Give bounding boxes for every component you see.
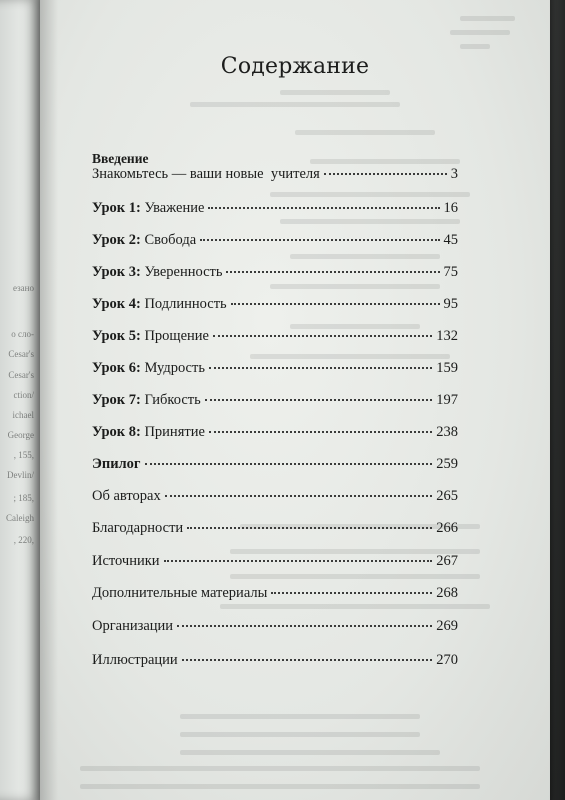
toc-entry-label: Знакомьтесь — ваши новые учителя bbox=[92, 166, 320, 182]
toc-entry bbox=[92, 328, 458, 348]
left-fragment: ction/ bbox=[13, 390, 34, 400]
toc-entry-page-number: 159 bbox=[436, 360, 458, 376]
toc-entry-lesson-number: Урок 6: bbox=[92, 360, 141, 376]
left-fragment: о сло- bbox=[11, 329, 34, 339]
toc-entry-page-number: 132 bbox=[436, 328, 458, 344]
toc-entry-lesson-number: Урок 7: bbox=[92, 392, 141, 408]
toc-entry-page-number: 265 bbox=[436, 488, 458, 504]
toc-dot-leader bbox=[200, 239, 439, 241]
toc-entry-page-number: 259 bbox=[436, 456, 458, 472]
toc-dot-leader bbox=[209, 431, 432, 433]
toc-entry-title bbox=[92, 652, 178, 669]
toc-entry-title bbox=[92, 520, 183, 537]
toc-entry bbox=[92, 296, 458, 316]
toc-entry bbox=[92, 585, 458, 605]
toc-entry bbox=[92, 520, 458, 540]
toc-entry-title bbox=[92, 392, 201, 409]
left-fragment: ichael bbox=[12, 410, 34, 420]
toc-entry-label: Гибкость bbox=[140, 392, 201, 408]
toc-entry-title bbox=[92, 232, 196, 249]
toc-entry-page-number: 270 bbox=[436, 652, 458, 668]
left-fragment: езано bbox=[13, 283, 34, 293]
toc-entry-page-number: 238 bbox=[436, 424, 458, 440]
left-fragment: , 220, bbox=[13, 535, 34, 545]
toc-dot-leader bbox=[205, 399, 433, 401]
toc-entry-lesson-number: Урок 3: bbox=[92, 264, 141, 280]
left-page-text-fragments bbox=[0, 0, 40, 800]
toc-entry-title bbox=[92, 553, 160, 570]
toc-entry-title bbox=[92, 264, 222, 281]
toc-entry-lesson-number: Урок 5: bbox=[92, 328, 141, 344]
toc-entry-lesson-number: Урок 1: bbox=[92, 200, 141, 216]
toc-entry-label: Уверенность bbox=[140, 264, 223, 280]
toc-entry-page-number: 95 bbox=[443, 296, 458, 312]
toc-entry bbox=[92, 264, 458, 284]
toc-entry bbox=[92, 166, 458, 186]
toc-entry-page-number: 16 bbox=[443, 200, 458, 216]
toc-entry-title bbox=[92, 166, 320, 183]
toc-dot-leader bbox=[213, 335, 432, 337]
toc-entry-label: Благодарности bbox=[92, 520, 184, 536]
toc-dot-leader bbox=[209, 367, 432, 369]
toc-dot-leader bbox=[226, 271, 439, 273]
toc-dot-leader bbox=[208, 207, 439, 209]
toc-entry bbox=[92, 200, 458, 220]
toc-dot-leader bbox=[182, 659, 433, 661]
toc-entry-title bbox=[92, 585, 267, 602]
toc-dot-leader bbox=[271, 592, 432, 594]
toc-entry-page-number: 266 bbox=[436, 520, 458, 536]
toc-entry bbox=[92, 456, 458, 476]
toc-entry bbox=[92, 553, 458, 573]
toc-dot-leader bbox=[165, 495, 433, 497]
toc-entry-title bbox=[92, 360, 205, 377]
page-gutter-shadow bbox=[40, 0, 58, 800]
toc-entry bbox=[92, 618, 458, 638]
toc-entry-label: Источники bbox=[92, 553, 160, 569]
toc-entry bbox=[92, 392, 458, 412]
toc-entry-title bbox=[92, 456, 141, 473]
toc-entry-page-number: 268 bbox=[436, 585, 458, 601]
toc-entry-label: Мудрость bbox=[140, 360, 205, 376]
right-edge-shadow bbox=[549, 0, 565, 800]
left-fragment: , 155, bbox=[13, 450, 34, 460]
toc-entry bbox=[92, 232, 458, 252]
toc-entry-lesson-number: Эпилог bbox=[92, 456, 141, 472]
toc-entry-title bbox=[92, 200, 204, 217]
toc-entry-page-number: 269 bbox=[436, 618, 458, 634]
toc-entry-page-number: 75 bbox=[443, 264, 458, 280]
toc-entry-lesson-number: Урок 4: bbox=[92, 296, 141, 312]
toc-entry bbox=[92, 360, 458, 380]
toc-dot-leader bbox=[324, 173, 447, 175]
toc-entry-label: Подлинность bbox=[140, 296, 227, 312]
left-fragment: Caleigh bbox=[6, 513, 34, 523]
left-fragment: Cesar's bbox=[8, 349, 34, 359]
toc-dot-leader bbox=[187, 527, 432, 529]
left-page bbox=[0, 0, 40, 800]
toc-entry-title bbox=[92, 328, 209, 345]
left-fragment: George bbox=[7, 430, 34, 440]
toc-entry-title bbox=[92, 296, 227, 313]
page-title: Содержание bbox=[220, 54, 370, 79]
section-label-introduction: Введение bbox=[92, 151, 149, 166]
toc-dot-leader bbox=[177, 625, 432, 627]
contents-page bbox=[40, 0, 550, 800]
toc-entry-label: Принятие bbox=[140, 424, 205, 440]
toc-entry-title bbox=[92, 618, 173, 635]
toc-entry-page-number: 45 bbox=[443, 232, 458, 248]
left-fragment: Devlin/ bbox=[7, 470, 34, 480]
toc-dot-leader bbox=[164, 560, 433, 562]
toc-entry-label: Иллюстрации bbox=[92, 652, 178, 668]
toc-entry-label: Уважение bbox=[140, 200, 205, 216]
toc-entry bbox=[92, 488, 458, 508]
toc-entry-lesson-number: Урок 8: bbox=[92, 424, 141, 440]
toc-entry-title bbox=[92, 488, 161, 505]
toc-entry-label: Свобода bbox=[140, 232, 197, 248]
toc-entry bbox=[92, 424, 458, 444]
toc-entry-page-number: 3 bbox=[450, 166, 458, 182]
toc-dot-leader bbox=[145, 463, 433, 465]
toc-dot-leader bbox=[231, 303, 440, 305]
left-fragment: Cesar's bbox=[8, 370, 34, 380]
toc-entry-lesson-number: Урок 2: bbox=[92, 232, 141, 248]
toc-entry-label: Дополнительные материалы bbox=[92, 585, 268, 601]
toc-entry-page-number: 197 bbox=[436, 392, 458, 408]
toc-entry-label: Организации bbox=[92, 618, 174, 634]
toc-entry-page-number: 267 bbox=[436, 553, 458, 569]
toc-entry bbox=[92, 652, 458, 672]
toc-entry-label: Об авторах bbox=[92, 488, 161, 504]
toc-entry-title bbox=[92, 424, 205, 441]
left-fragment: ; 185, bbox=[13, 493, 34, 503]
toc-entry-label: Прощение bbox=[140, 328, 209, 344]
